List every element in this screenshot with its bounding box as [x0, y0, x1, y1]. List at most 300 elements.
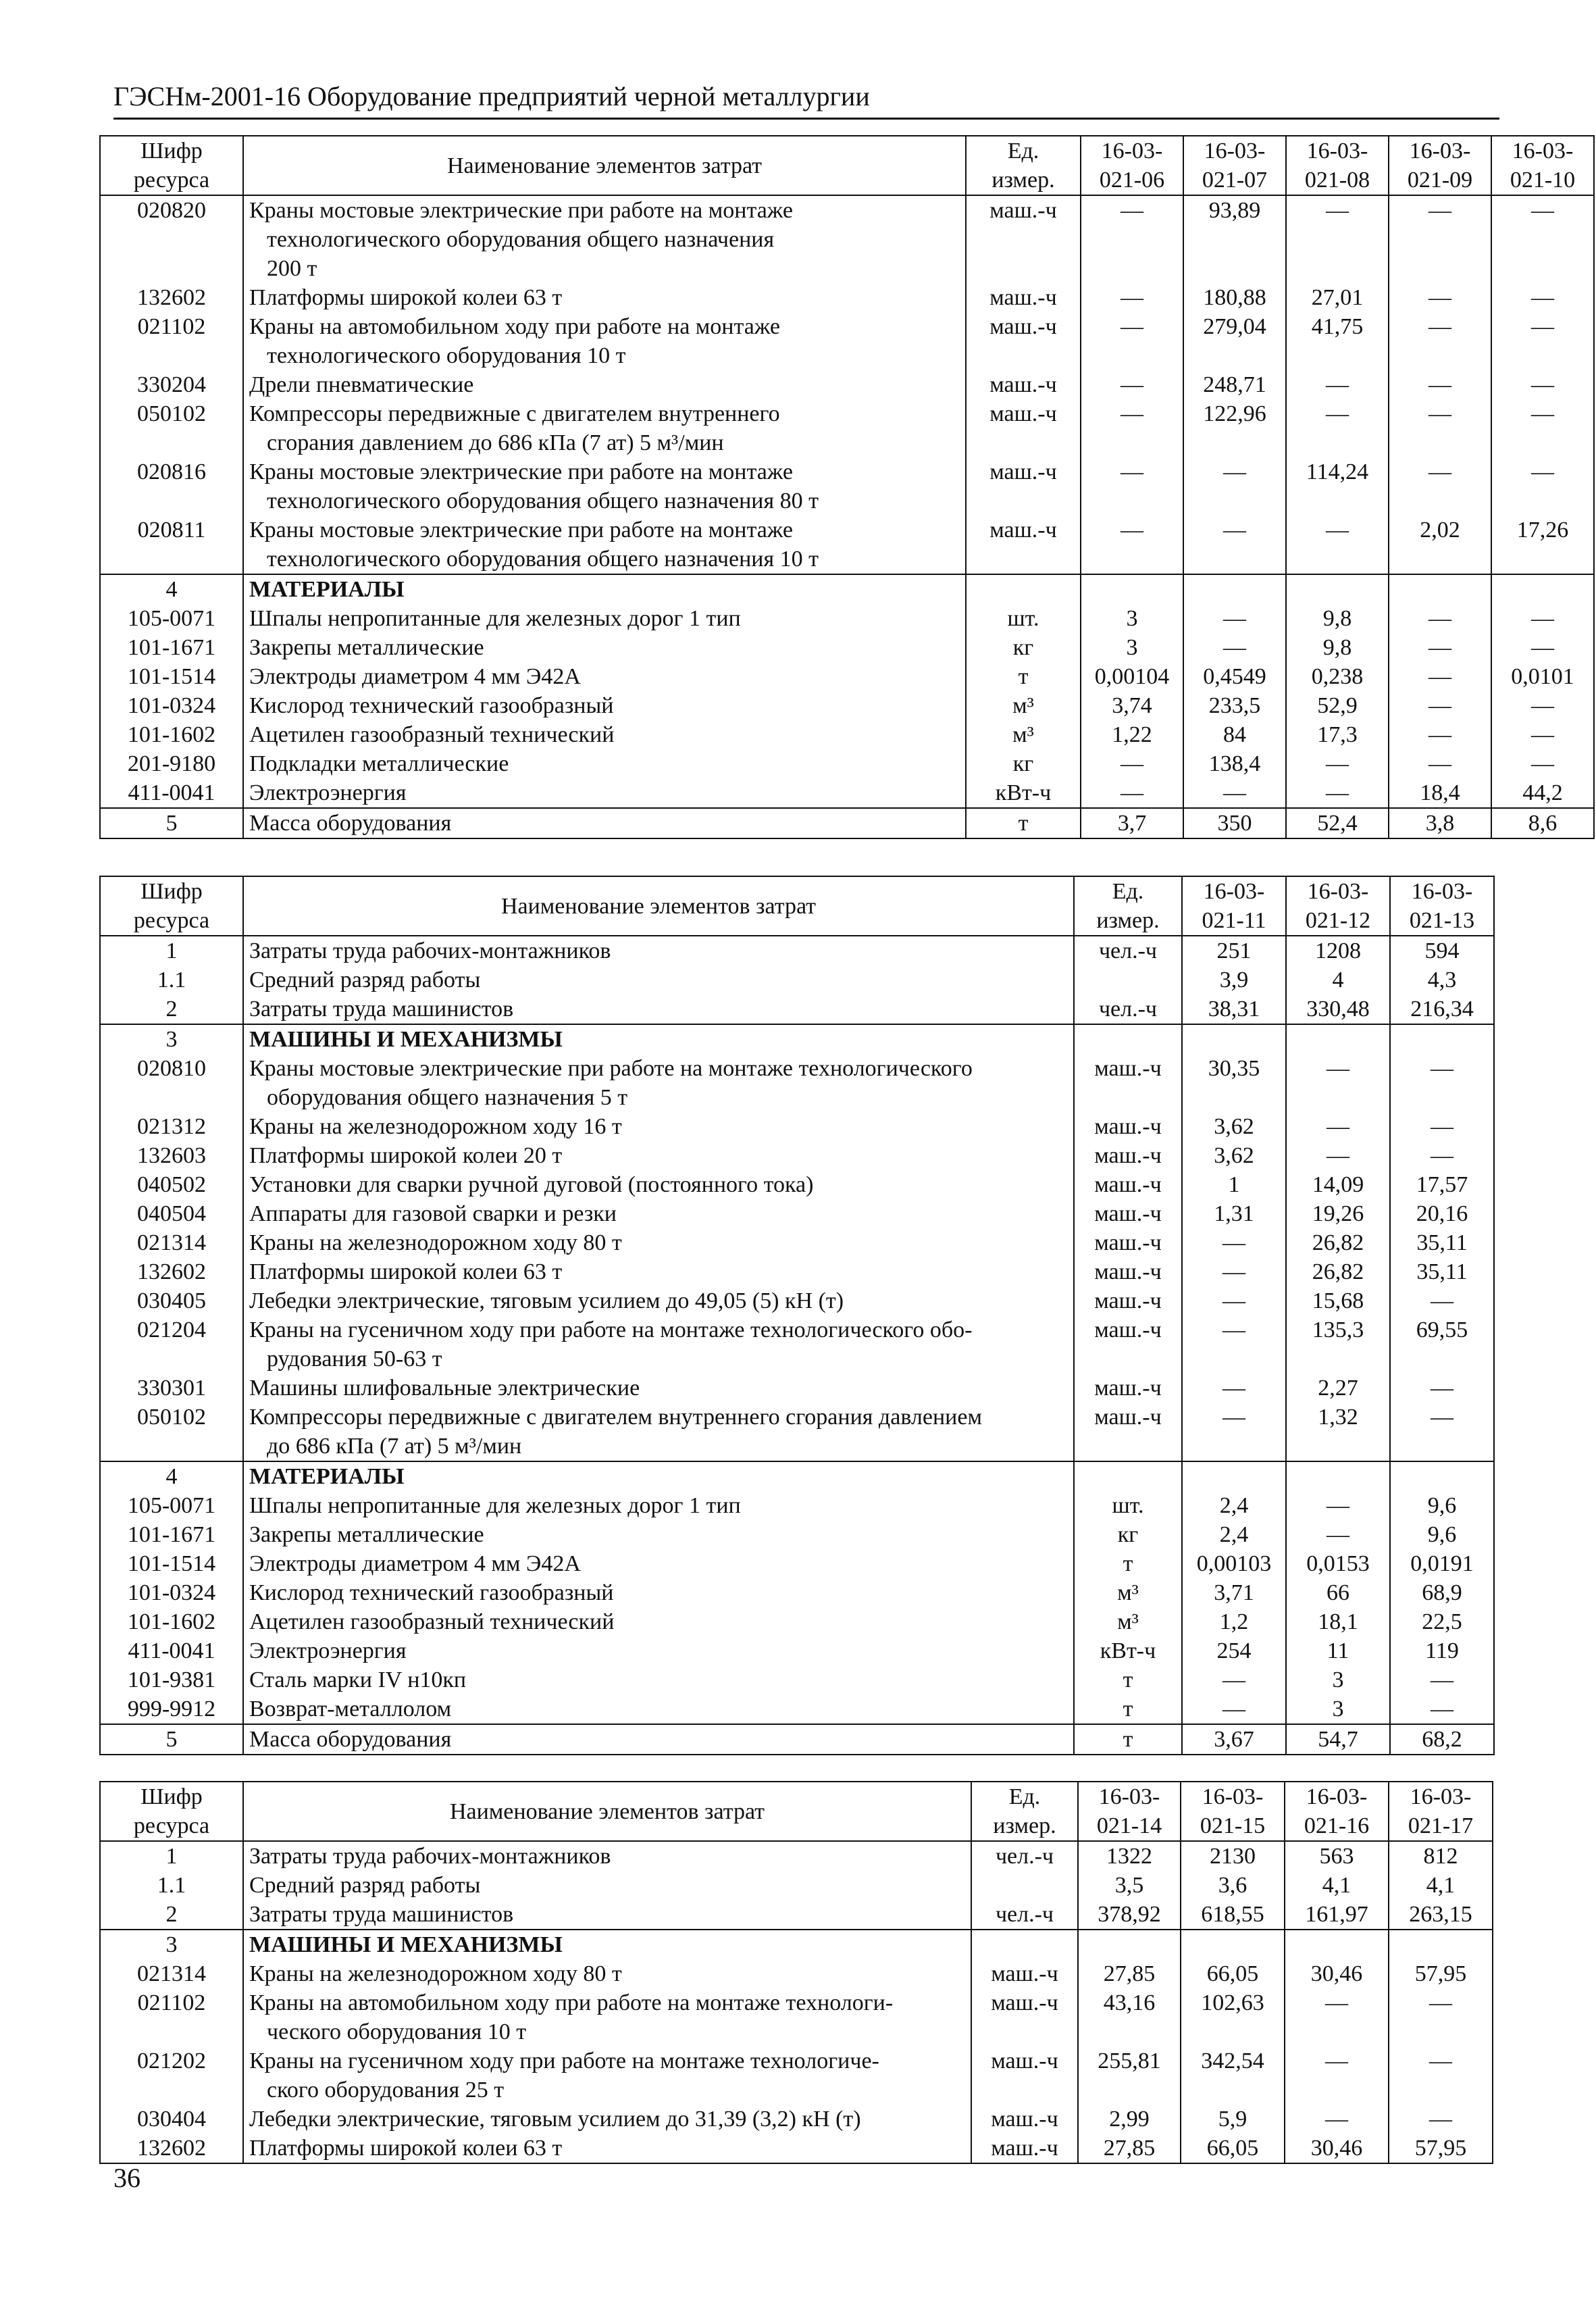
resource-name — [243, 1988, 971, 2046]
resource-unit: т — [1074, 1694, 1182, 1724]
header-code-line: ресурса — [133, 1813, 210, 1838]
norm-value: 18,1 — [1286, 1607, 1390, 1636]
table-row — [100, 1900, 1493, 1930]
header-norm-line: 021-10 — [1510, 168, 1576, 193]
norm-value: 66 — [1286, 1578, 1390, 1607]
table-row — [100, 936, 1494, 965]
resource-code: 1.1 — [100, 1871, 243, 1900]
norm-value: — — [1491, 399, 1594, 457]
resource-code: 020820 — [100, 195, 243, 283]
resource-name — [243, 1170, 1074, 1199]
resource-unit: маш.-ч — [1074, 1374, 1182, 1403]
norm-value: 52,4 — [1286, 808, 1389, 838]
table-row — [100, 1549, 1494, 1578]
resource-unit — [1074, 965, 1182, 995]
resource-unit: маш.-ч — [966, 312, 1081, 370]
norm-value: 17,57 — [1390, 1170, 1494, 1199]
resource-name-line: рудования 50-63 т — [267, 1347, 442, 1372]
norm-value: 0,00104 — [1081, 662, 1183, 691]
norm-value: — — [1182, 1228, 1286, 1257]
norm-value: 35,11 — [1390, 1228, 1494, 1257]
resource-code: 020816 — [100, 457, 243, 515]
resource-name — [243, 1461, 1074, 1491]
resource-unit: чел.-ч — [971, 1841, 1078, 1871]
norm-value: — — [1389, 370, 1491, 399]
norm-value: 0,4549 — [1183, 662, 1286, 691]
norm-value: 3,62 — [1182, 1112, 1286, 1141]
norm-value: — — [1182, 1315, 1286, 1374]
norm-value: 263,15 — [1389, 1900, 1493, 1930]
resource-name-line: Платформы широкой колеи 63 т — [249, 1259, 563, 1284]
table-row — [100, 283, 1594, 312]
page-number: 36 — [113, 2163, 140, 2193]
resource-code: 101-0324 — [100, 691, 243, 720]
resource-name — [243, 1841, 971, 1871]
norm-value: — — [1286, 1520, 1390, 1549]
resource-unit: маш.-ч — [971, 2046, 1078, 2105]
resource-name — [243, 515, 966, 574]
norm-value: — — [1182, 1694, 1286, 1724]
resource-unit: маш.-ч — [1074, 1315, 1182, 1374]
header-norm-line: 16-03- — [1410, 1784, 1472, 1809]
resource-name-line: Краны на гусеничном ходу при работе на монтаже технологиче- — [249, 2048, 879, 2073]
norm-value: — — [1491, 691, 1594, 720]
header-code-line: ресурса — [133, 168, 210, 193]
header-name-cell: Наименование элементов затрат — [243, 876, 1074, 936]
resource-name — [243, 1491, 1074, 1520]
resource-name — [243, 1724, 1074, 1755]
table-row — [100, 1841, 1493, 1871]
norm-value: — — [1491, 283, 1594, 312]
norm-value: — — [1182, 1286, 1286, 1315]
header-unit-line: Ед. — [1007, 139, 1039, 164]
norm-value: 9,8 — [1286, 633, 1389, 662]
resource-code: 105-0071 — [100, 604, 243, 633]
resource-name — [243, 749, 966, 778]
norm-value: 122,96 — [1183, 399, 1286, 457]
resource-name-line: Масса оборудования — [249, 1727, 452, 1752]
section-row — [100, 1724, 1494, 1755]
norm-value: 3,6 — [1181, 1871, 1285, 1900]
norm-value: 35,11 — [1390, 1257, 1494, 1286]
norm-value: 1,31 — [1182, 1199, 1286, 1228]
norm-value: — — [1389, 2046, 1493, 2105]
resource-code: 330204 — [100, 370, 243, 399]
table-row — [100, 515, 1594, 574]
resource-name — [243, 457, 966, 515]
resource-code: 999-9912 — [100, 1694, 243, 1724]
norm-value: — — [1081, 283, 1183, 312]
norm-value: 17,3 — [1286, 720, 1389, 749]
norm-value — [1286, 1024, 1390, 1054]
header-norm-cell — [1285, 1782, 1389, 1841]
norm-value: 15,68 — [1286, 1286, 1390, 1315]
resource-unit: шт. — [1074, 1491, 1182, 1520]
resource-name-line: Аппараты для газовой сварки и резки — [249, 1201, 617, 1226]
norm-value: 8,6 — [1491, 808, 1594, 838]
resource-name — [243, 2134, 971, 2163]
norm-value: — — [1390, 1141, 1494, 1170]
norm-value: 251 — [1182, 936, 1286, 965]
norm-value: — — [1389, 662, 1491, 691]
resource-name — [243, 633, 966, 662]
resource-name — [243, 195, 966, 283]
resource-code: 050102 — [100, 399, 243, 457]
resource-name-line: Электроэнергия — [249, 1638, 407, 1663]
norm-value: — — [1285, 2105, 1389, 2134]
resource-unit: маш.-ч — [966, 370, 1081, 399]
resource-code: 201-9180 — [100, 749, 243, 778]
norm-value: 44,2 — [1491, 778, 1594, 808]
cost-table-3 — [99, 1781, 1493, 2164]
header-norm-line: 021-15 — [1200, 1813, 1266, 1838]
resource-name — [243, 399, 966, 457]
header-unit-cell — [1074, 876, 1182, 936]
header-norm-line: 021-13 — [1409, 908, 1475, 933]
norm-value: — — [1081, 778, 1183, 808]
resource-code: 030405 — [100, 1286, 243, 1315]
header-norm-cell — [1390, 876, 1494, 936]
norm-value — [1181, 1930, 1285, 1959]
resource-name-line: Компрессоры передвижные с двигателем внутреннего — [249, 401, 780, 426]
resource-name — [243, 965, 1074, 995]
resource-name — [243, 1228, 1074, 1257]
header-norm-cell — [1078, 1782, 1181, 1841]
header-norm-line: 16-03- — [1306, 1784, 1368, 1809]
resource-unit: маш.-ч — [1074, 1170, 1182, 1199]
resource-name — [243, 1636, 1074, 1665]
norm-value: 3 — [1081, 604, 1183, 633]
norm-value: — — [1389, 691, 1491, 720]
table-row — [100, 1607, 1494, 1636]
norm-value: 248,71 — [1183, 370, 1286, 399]
resource-name-line: Затраты труда машинистов — [249, 997, 514, 1022]
norm-value: 1322 — [1078, 1841, 1181, 1871]
resource-name — [243, 936, 1074, 965]
norm-value: 30,46 — [1285, 2134, 1389, 2163]
resource-unit: маш.-ч — [966, 283, 1081, 312]
header-norm-line: 021-08 — [1304, 168, 1370, 193]
norm-value: — — [1390, 1112, 1494, 1141]
header-unit-line: Ед. — [1008, 1784, 1041, 1809]
resource-name — [243, 1900, 971, 1930]
header-norm-line: 16-03- — [1512, 139, 1574, 164]
norm-value: 43,16 — [1078, 1988, 1181, 2046]
norm-value: 4 — [1286, 965, 1390, 995]
norm-value: — — [1389, 195, 1491, 283]
resource-unit: маш.-ч — [1074, 1141, 1182, 1170]
header-row — [100, 876, 1494, 936]
header-norm-cell — [1491, 136, 1594, 195]
norm-value: 2,4 — [1182, 1520, 1286, 1549]
norm-value: 618,55 — [1181, 1900, 1285, 1930]
norm-value: — — [1389, 283, 1491, 312]
norm-value: — — [1390, 1286, 1494, 1315]
header-unit-cell — [966, 136, 1081, 195]
table-row — [100, 312, 1594, 370]
norm-value: — — [1183, 515, 1286, 574]
table-row — [100, 720, 1594, 749]
norm-value — [1285, 1930, 1389, 1959]
norm-value: — — [1081, 515, 1183, 574]
resource-code: 4 — [100, 574, 243, 604]
table-row — [100, 1374, 1494, 1403]
resource-name-line: Установки для сварки ручной дуговой (постоянного тока) — [249, 1172, 814, 1197]
header-norm-line: 021-16 — [1304, 1813, 1370, 1838]
resource-unit: м³ — [1074, 1607, 1182, 1636]
norm-value: 3,71 — [1182, 1578, 1286, 1607]
norm-value: — — [1286, 399, 1389, 457]
norm-value: — — [1491, 720, 1594, 749]
resource-unit: т — [966, 662, 1081, 691]
resource-name-line: Затраты труда машинистов — [249, 1902, 514, 1927]
resource-name-line: Возврат-металлолом — [249, 1696, 452, 1721]
resource-code: 101-1514 — [100, 662, 243, 691]
header-norm-cell — [1389, 1782, 1493, 1841]
norm-value: 57,95 — [1389, 2134, 1493, 2163]
header-code-line: Шифр — [140, 879, 203, 904]
header-unit-cell — [971, 1782, 1078, 1841]
resource-name-line: Электроды диаметром 4 мм Э42А — [249, 1551, 581, 1576]
resource-name — [243, 720, 966, 749]
norm-value: 3,9 — [1182, 965, 1286, 995]
resource-code: 020810 — [100, 1054, 243, 1112]
table-row — [100, 1054, 1494, 1112]
norm-value: 2,99 — [1078, 2105, 1181, 2134]
resource-unit: чел.-ч — [971, 1900, 1078, 1930]
resource-name — [243, 662, 966, 691]
norm-value: 102,63 — [1181, 1988, 1285, 2046]
norm-value: — — [1389, 399, 1491, 457]
resource-unit: кВт-ч — [966, 778, 1081, 808]
resource-code: 5 — [100, 1724, 243, 1755]
resource-name-line: до 686 кПа (7 ат) 5 м³/мин — [267, 1434, 522, 1459]
resource-name — [243, 1694, 1074, 1724]
header-norm-line: 021-14 — [1096, 1813, 1162, 1838]
norm-value: — — [1081, 749, 1183, 778]
norm-value: — — [1183, 604, 1286, 633]
resource-unit — [971, 1871, 1078, 1900]
norm-value: — — [1183, 778, 1286, 808]
norm-value: — — [1183, 633, 1286, 662]
resource-name-line: Платформы широкой колеи 20 т — [249, 1143, 563, 1168]
resource-name — [243, 370, 966, 399]
resource-name — [243, 1315, 1074, 1374]
resource-name-line: технологического оборудования общего назначения 80 т — [267, 488, 819, 513]
resource-unit: т — [1074, 1665, 1182, 1694]
resource-name-line: Краны мостовые электрические при работе на монтаже технологического — [249, 1056, 973, 1081]
resource-code: 1 — [100, 1841, 243, 1871]
resource-unit: маш.-ч — [1074, 1257, 1182, 1286]
norm-value: — — [1390, 1665, 1494, 1694]
norm-value: 54,7 — [1286, 1724, 1390, 1755]
norm-value: 161,97 — [1285, 1900, 1389, 1930]
resource-unit: т — [966, 808, 1081, 838]
resource-unit: маш.-ч — [971, 1988, 1078, 2046]
norm-value: 0,0191 — [1390, 1549, 1494, 1578]
page-header: ГЭСНм-2001-16 Оборудование предприятий черной металлургии — [113, 80, 1499, 120]
norm-value: 9,6 — [1390, 1491, 1494, 1520]
table-row — [100, 1578, 1494, 1607]
resource-code: 021202 — [100, 2046, 243, 2105]
resource-name-line: Кислород технический газообразный — [249, 693, 614, 718]
norm-value — [1182, 1024, 1286, 1054]
resource-name-line: Краны мостовые электрические при работе на монтаже — [249, 459, 793, 484]
resource-code: 411-0041 — [100, 1636, 243, 1665]
table-row — [100, 749, 1594, 778]
table-row — [100, 1403, 1494, 1461]
norm-value: 4,3 — [1390, 965, 1494, 995]
resource-name — [243, 312, 966, 370]
norm-value: 52,9 — [1286, 691, 1389, 720]
norm-value: 255,81 — [1078, 2046, 1181, 2105]
resource-code: 040504 — [100, 1199, 243, 1228]
resource-code: 101-1602 — [100, 720, 243, 749]
norm-value: — — [1081, 399, 1183, 457]
table-row — [100, 1988, 1493, 2046]
resource-name — [243, 1141, 1074, 1170]
norm-value: 3 — [1286, 1665, 1390, 1694]
resource-name-line: Платформы широкой колеи 63 т — [249, 285, 563, 310]
resource-code: 021102 — [100, 312, 243, 370]
resource-unit: чел.-ч — [1074, 936, 1182, 965]
resource-name-line: ческого оборудования 10 т — [267, 2019, 527, 2044]
norm-value: 3,7 — [1081, 808, 1183, 838]
norm-value: 68,9 — [1390, 1578, 1494, 1607]
resource-code: 4 — [100, 1461, 243, 1491]
resource-unit — [1074, 1461, 1182, 1491]
resource-code: 330301 — [100, 1374, 243, 1403]
norm-value: — — [1491, 312, 1594, 370]
resource-name — [243, 1549, 1074, 1578]
resource-name — [243, 1959, 971, 1988]
norm-value: — — [1286, 370, 1389, 399]
resource-name-line: Ацетилен газообразный технический — [249, 1609, 615, 1634]
resource-code: 101-1671 — [100, 1520, 243, 1549]
resource-name-line: Краны на гусеничном ходу при работе на монтаже технологического обо- — [249, 1317, 973, 1342]
resource-code: 1.1 — [100, 965, 243, 995]
section-row — [100, 574, 1594, 604]
header-code-line: Шифр — [140, 139, 203, 164]
norm-value: — — [1491, 195, 1594, 283]
norm-value: 66,05 — [1181, 1959, 1285, 1988]
resource-unit: маш.-ч — [971, 1959, 1078, 1988]
resource-name-line: МАТЕРИАЛЫ — [249, 577, 405, 602]
norm-value — [1182, 1461, 1286, 1491]
resource-name-line: Лебедки электрические, тяговым усилием до 31,39 (3,2) кН (т) — [249, 2107, 861, 2132]
norm-value — [1491, 574, 1594, 604]
table-row — [100, 1665, 1494, 1694]
resource-name — [243, 1520, 1074, 1549]
norm-value: 19,26 — [1286, 1199, 1390, 1228]
resource-name-line: технологического оборудования 10 т — [267, 343, 626, 368]
norm-value: — — [1182, 1403, 1286, 1461]
resource-unit: маш.-ч — [966, 457, 1081, 515]
resource-name — [243, 2105, 971, 2134]
norm-value: — — [1081, 370, 1183, 399]
norm-value: 3,5 — [1078, 1871, 1181, 1900]
norm-value: — — [1285, 2046, 1389, 2105]
resource-name-line: Краны мостовые электрические при работе на монтаже — [249, 518, 793, 543]
table-row — [100, 2105, 1493, 2134]
resource-unit: чел.-ч — [1074, 995, 1182, 1024]
resource-name-line: Сталь марки IV н10кп — [249, 1667, 467, 1692]
table-row — [100, 2046, 1493, 2105]
norm-value — [1390, 1461, 1494, 1491]
header-unit-line: Ед. — [1112, 879, 1144, 904]
resource-name-line: оборудования общего назначения 5 т — [267, 1085, 628, 1110]
resource-unit: кг — [1074, 1520, 1182, 1549]
resource-unit — [1074, 1024, 1182, 1054]
resource-name — [243, 1665, 1074, 1694]
norm-value: 27,85 — [1078, 2134, 1181, 2163]
norm-value: 4,1 — [1389, 1871, 1493, 1900]
norm-value: 38,31 — [1182, 995, 1286, 1024]
resource-code: 3 — [100, 1024, 243, 1054]
norm-value: 563 — [1285, 1841, 1389, 1871]
norm-value: — — [1491, 749, 1594, 778]
header-norm-cell — [1181, 1782, 1285, 1841]
header-norm-line: 021-11 — [1202, 908, 1266, 933]
resource-name-line: Закрепы металлические — [249, 635, 484, 660]
resource-code: 021102 — [100, 1988, 243, 2046]
table-row — [100, 1520, 1494, 1549]
resource-name-line: Закрепы металлические — [249, 1522, 484, 1547]
resource-code: 132602 — [100, 2134, 243, 2163]
resource-unit: маш.-ч — [1074, 1403, 1182, 1461]
norm-value: 18,4 — [1389, 778, 1491, 808]
table-row — [100, 965, 1494, 995]
norm-value: 3,62 — [1182, 1141, 1286, 1170]
resource-name-line: Краны на автомобильном ходу при работе на монтаже — [249, 314, 781, 339]
norm-value: — — [1390, 1054, 1494, 1112]
table-row — [100, 2134, 1493, 2163]
header-norm-cell — [1389, 136, 1491, 195]
section-row — [100, 1930, 1493, 1959]
norm-value: 1208 — [1286, 936, 1390, 965]
resource-code: 050102 — [100, 1403, 243, 1461]
resource-code: 101-1671 — [100, 633, 243, 662]
resource-name-line: технологического оборудования общего назначения 10 т — [267, 547, 819, 572]
norm-value: 26,82 — [1286, 1228, 1390, 1257]
norm-value: — — [1285, 1988, 1389, 2046]
resource-name-line: Краны на автомобильном ходу при работе на монтаже технологи- — [249, 1990, 894, 2015]
resource-unit: кВт-ч — [1074, 1636, 1182, 1665]
norm-value: — — [1389, 720, 1491, 749]
table-row — [100, 1694, 1494, 1724]
resource-name — [243, 691, 966, 720]
resource-unit: маш.-ч — [1074, 1228, 1182, 1257]
resource-name-line: Кислород технический газообразный — [249, 1580, 614, 1605]
header-unit-line: измер. — [1096, 908, 1160, 933]
norm-value: 594 — [1390, 936, 1494, 965]
resource-code: 2 — [100, 1900, 243, 1930]
resource-name-line: Краны на железнодорожном ходу 16 т — [249, 1114, 622, 1139]
table-row — [100, 370, 1594, 399]
resource-name-line: Масса оборудования — [249, 811, 452, 836]
norm-value — [1389, 574, 1491, 604]
norm-value: — — [1286, 1112, 1390, 1141]
header-norm-line: 16-03- — [1409, 139, 1471, 164]
norm-value: 378,92 — [1078, 1900, 1181, 1930]
header-row — [100, 1782, 1493, 1841]
resource-name-line: Ацетилен газообразный технический — [249, 722, 615, 747]
resource-name — [243, 1112, 1074, 1141]
norm-value: 0,00103 — [1182, 1549, 1286, 1578]
resource-code: 132602 — [100, 283, 243, 312]
norm-value: 1 — [1182, 1170, 1286, 1199]
header-norm-line: 021-09 — [1407, 168, 1473, 193]
